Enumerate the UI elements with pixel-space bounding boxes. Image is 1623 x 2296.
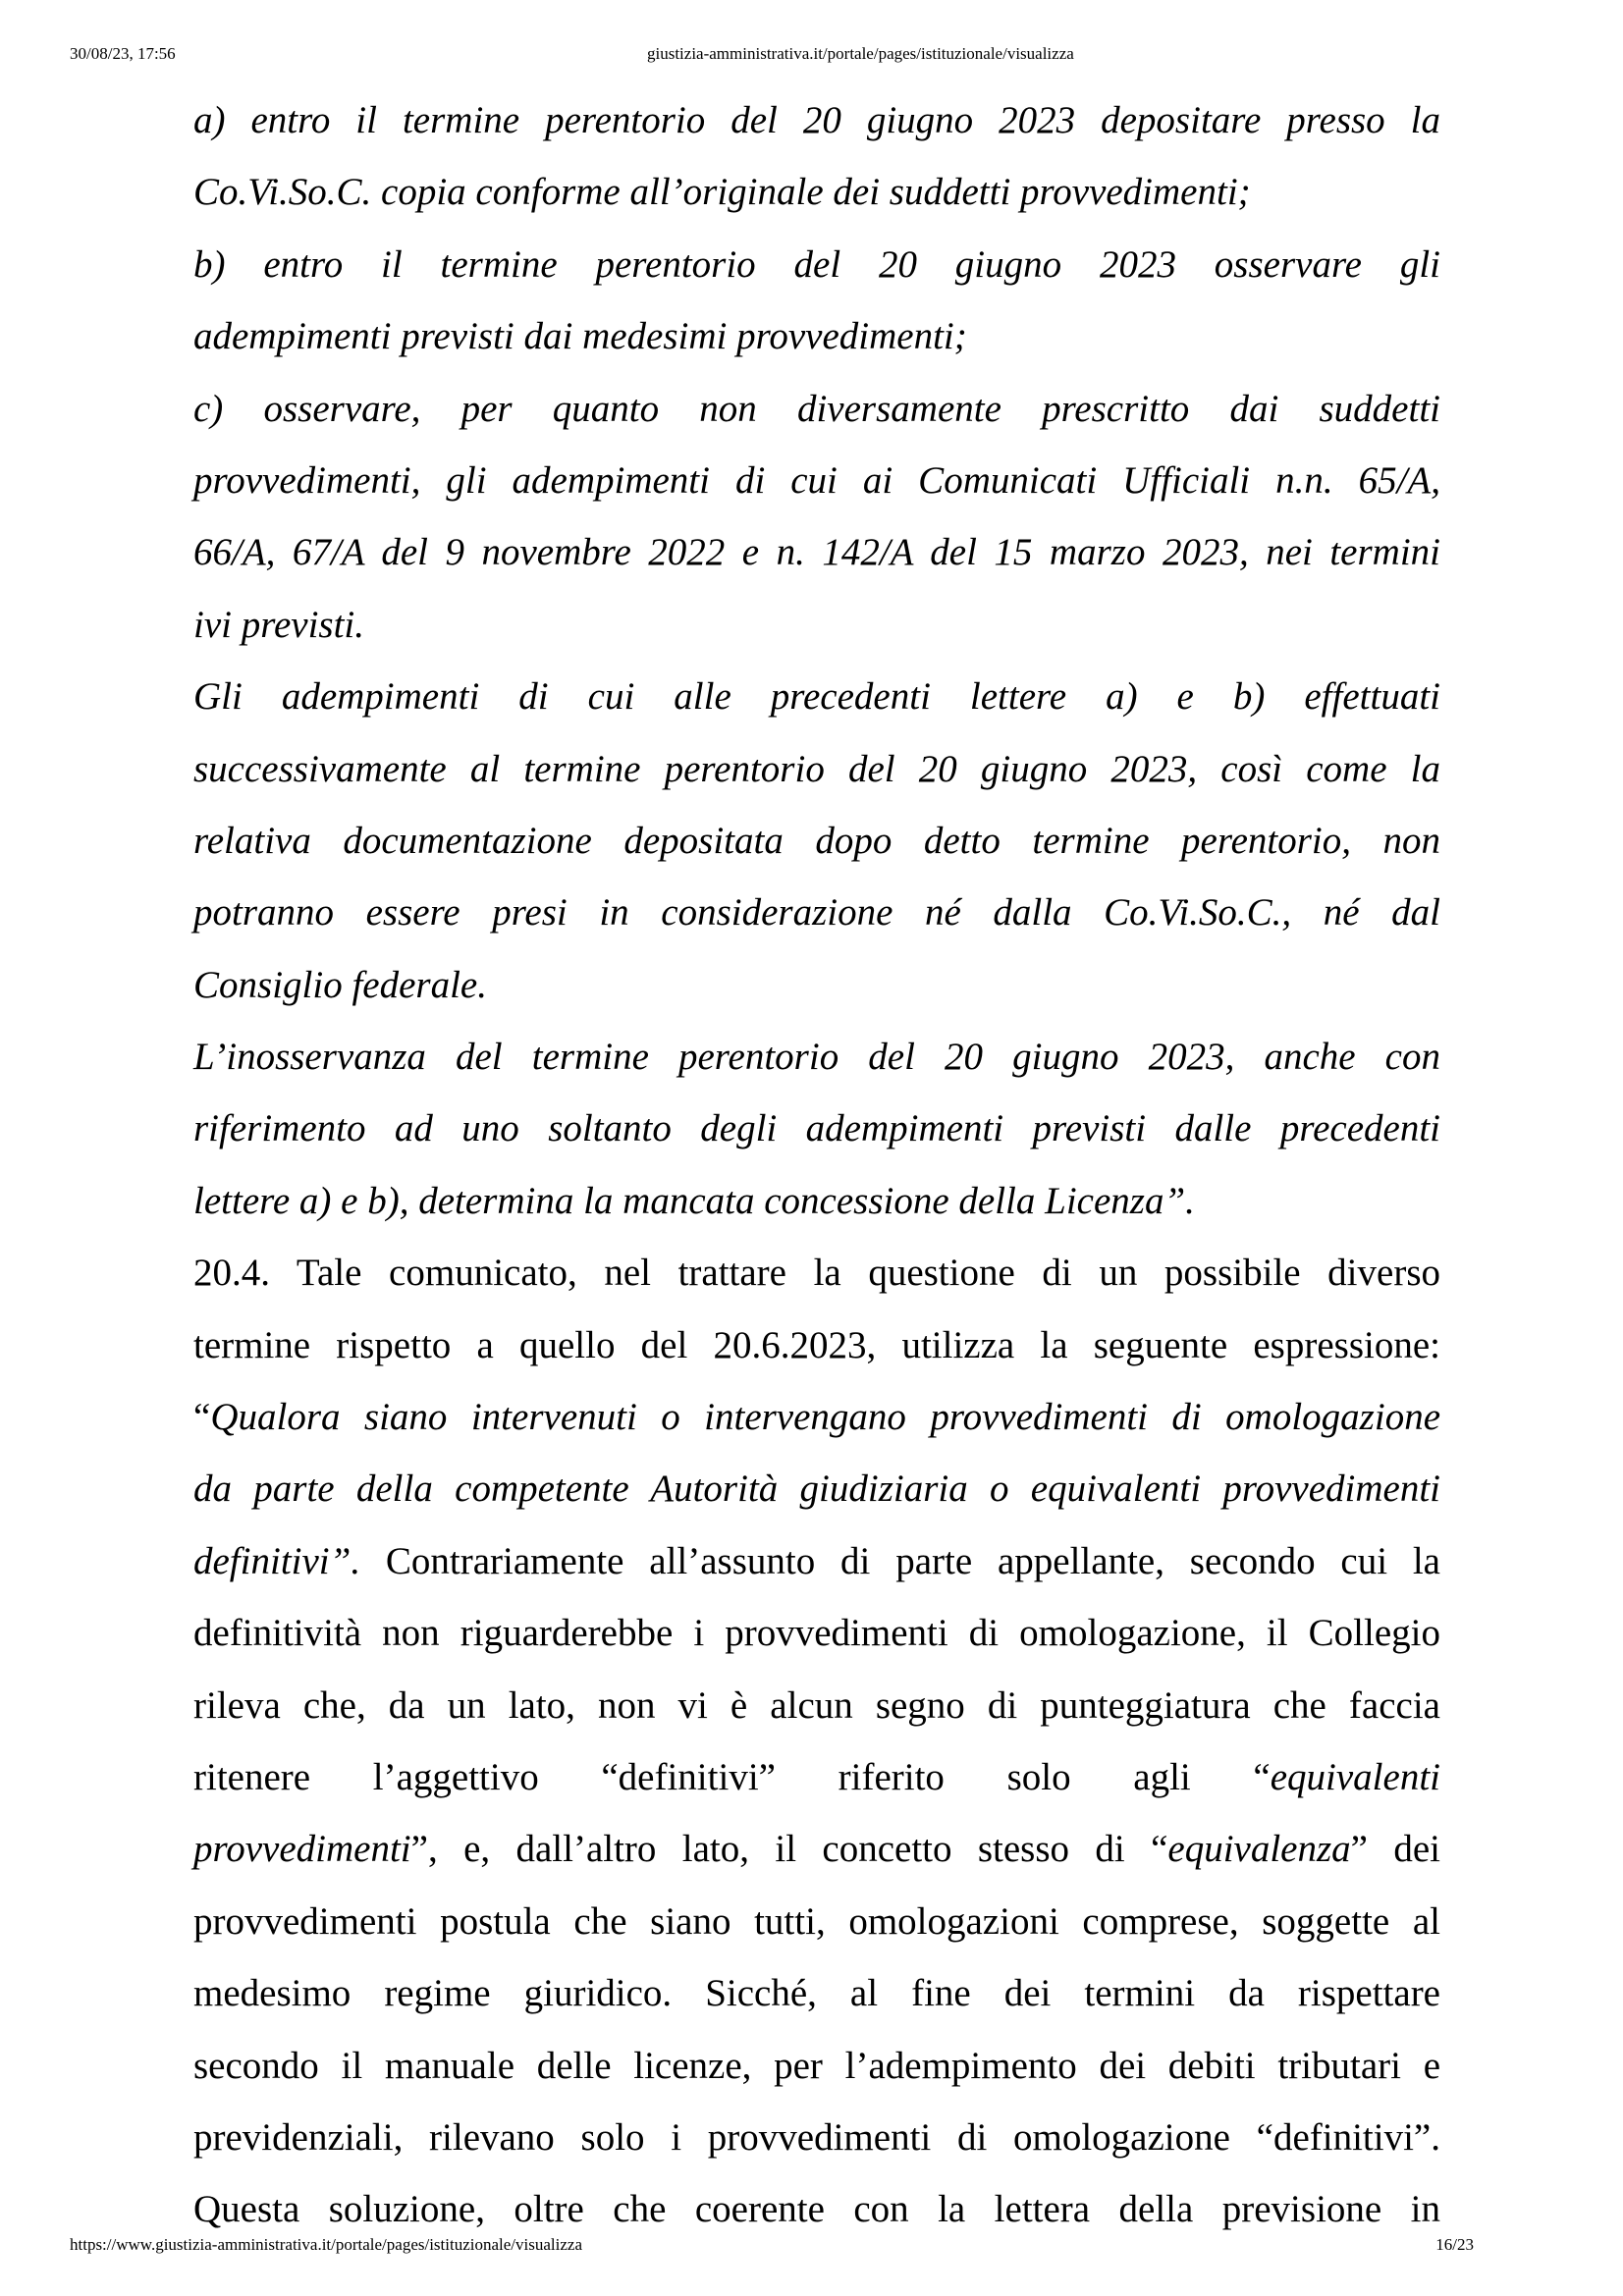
- paragraph-line: provvedimenti postula che siano tutti, omologazioni comprese, soggette al: [193, 1899, 1440, 1943]
- line-text: Contrariamente all’assunto di parte appellante, secondo cui la: [360, 1539, 1440, 1582]
- quote-line: a) entro il termine perentorio del 20 giugno 2023 depositare presso la: [193, 99, 1440, 141]
- quote-line: relativa documentazione depositata dopo detto termine perentorio, non: [193, 819, 1440, 862]
- paragraph-line: previdenziali, rilevano solo i provvedimenti di omologazione “definitivi”.: [193, 2115, 1440, 2159]
- italic-quote: Qualora siano intervenuti o intervengano provvedimenti di omologazione: [210, 1396, 1440, 1439]
- print-site-title: giustizia-amministrativa.it/portale/pages/istituzionale/visualizza: [647, 44, 1074, 63]
- quote-line: L’inosservanza del termine perentorio del 20 giugno 2023, anche con: [193, 1036, 1440, 1079]
- quote-line: c) osservare, per quanto non diversamente prescritto dai suddetti: [193, 387, 1440, 430]
- italic-quote: definitivi”.: [193, 1539, 361, 1582]
- paragraph-line: termine rispetto a quello del 20.6.2023, utilizza la seguente espressione:: [193, 1323, 1440, 1366]
- quote-line: adempimenti previsti dai medesimi provvedimenti;: [193, 315, 967, 358]
- paragraph-20-4: [193, 1237, 1440, 2245]
- paragraph-line: [193, 1813, 1440, 1885]
- print-datetime: 30/08/23, 17:56: [70, 44, 176, 63]
- italic-term: provvedimenti: [193, 1828, 411, 1871]
- paragraph-line: rileva che, da un lato, non vi è alcun segno di punteggiatura che faccia: [193, 1683, 1440, 1727]
- open-quote: “: [193, 1396, 211, 1439]
- quote-line: Co.Vi.So.C. copia conforme all’originale dei suddetti provvedimenti;: [193, 171, 1251, 214]
- quote-line: riferimento ad uno soltanto degli adempimenti previsti dalle precedenti: [193, 1107, 1440, 1150]
- paragraph-line: medesimo regime giuridico. Sicché, al fine dei termini da rispettare: [193, 1972, 1440, 2015]
- print-url: https://www.giustizia-amministrativa.it/portale/pages/istituzionale/visualizza: [70, 2235, 582, 2254]
- quote-line: Consiglio federale.: [193, 963, 487, 1006]
- line-text: ”, e, dall’altro lato, il concetto stesso di “: [410, 1828, 1168, 1871]
- document-body: [193, 84, 1440, 2246]
- quote-line: b) entro il termine perentorio del 20 giugno 2023 osservare gli: [193, 242, 1440, 286]
- paragraph-line: [193, 1525, 1440, 1597]
- line-text: ritenere l’aggettivo “definitivi” riferito solo agli “: [193, 1755, 1271, 1798]
- italic-term: equivalenti: [1270, 1755, 1440, 1798]
- quote-line: lettere a) e b), determina la mancata concessione della Licenza”.: [193, 1179, 1195, 1222]
- quote-line: Gli adempimenti di cui alle precedenti lettere a) e b) effettuati: [193, 675, 1440, 719]
- quote-line: successivamente al termine perentorio del 20 giugno 2023, così come la: [193, 747, 1440, 790]
- quote-line: provvedimenti, gli adempimenti di cui ai Comunicati Ufficiali n.n. 65/A,: [193, 458, 1440, 502]
- line-text: ” dei: [1350, 1828, 1440, 1871]
- quoted-communication: [193, 84, 1440, 1237]
- paragraph-line: definitività non riguarderebbe i provvedimenti di omologazione, il Collegio: [193, 1612, 1440, 1655]
- quote-line: ivi previsti.: [193, 603, 365, 646]
- paragraph-line: secondo il manuale delle licenze, per l’adempimento dei debiti tributari e: [193, 2044, 1440, 2087]
- paragraph-line: [193, 1741, 1440, 1813]
- page-number: 16/23: [1435, 2235, 1474, 2254]
- print-footer: [0, 2230, 1623, 2260]
- paragraph-line: 20.4. Tale comunicato, nel trattare la questione di un possibile diverso: [193, 1252, 1440, 1295]
- quote-line: 66/A, 67/A del 9 novembre 2022 e n. 142/A del 15 marzo 2023, nei termini: [193, 531, 1440, 574]
- paragraph-line: [193, 1381, 1440, 1453]
- italic-term: equivalenza: [1167, 1828, 1351, 1871]
- print-header: [0, 39, 1623, 69]
- paragraph-line: da parte della competente Autorità giudiziaria o equivalenti provvedimenti: [193, 1468, 1440, 1511]
- paragraph-line: Questa soluzione, oltre che coerente con la lettera della previsione in: [193, 2188, 1440, 2231]
- quote-line: potranno essere presi in considerazione né dalla Co.Vi.So.C., né dal: [193, 891, 1440, 934]
